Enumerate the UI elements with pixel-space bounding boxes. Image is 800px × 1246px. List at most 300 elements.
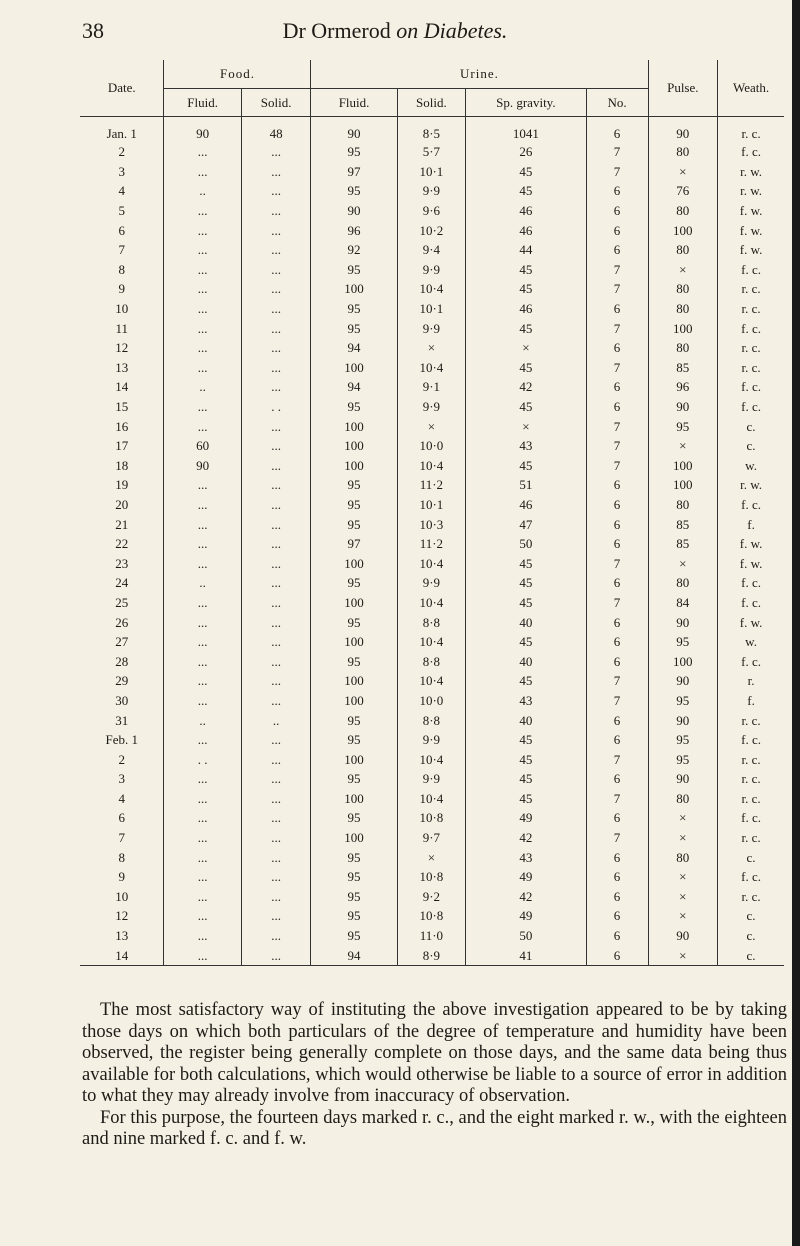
food-fluid-cell: ... <box>164 515 241 535</box>
no-cell: 6 <box>586 711 648 731</box>
food-solid-cell: ... <box>241 691 311 711</box>
date-cell: 21 <box>115 516 129 532</box>
no-cell: 7 <box>586 260 648 280</box>
urine-fluid-cell: 95 <box>311 652 397 672</box>
no-cell: 6 <box>586 221 648 241</box>
urine-fluid-cell: 100 <box>311 691 397 711</box>
date-cell: 16 <box>115 418 129 434</box>
pulse-cell: 80 <box>648 338 718 358</box>
weather-cell: c. <box>718 436 784 456</box>
date-cell: 18 <box>115 457 129 473</box>
no-cell: 6 <box>586 926 648 946</box>
food-fluid-cell: ... <box>164 319 241 339</box>
food-solid-cell: ... <box>241 534 311 554</box>
table-row <box>80 436 784 456</box>
weather-cell: f. c. <box>718 378 784 398</box>
sp-gravity-cell: 45 <box>466 574 586 594</box>
pulse-cell: 85 <box>648 515 718 535</box>
urine-fluid-cell: 95 <box>311 182 397 202</box>
weather-cell: f. w. <box>718 613 784 633</box>
food-solid-cell: ... <box>241 299 311 319</box>
sp-gravity-cell: 45 <box>466 280 586 300</box>
pulse-cell: 80 <box>648 789 718 809</box>
sp-gravity-cell: 45 <box>466 182 586 202</box>
sp-gravity-cell: 40 <box>466 652 586 672</box>
table-row <box>80 632 784 652</box>
no-cell: 6 <box>586 476 648 496</box>
food-solid-cell: ... <box>241 554 311 574</box>
food-fluid-cell: ... <box>164 907 241 927</box>
pulse-cell: 76 <box>648 182 718 202</box>
pulse-cell: 90 <box>648 117 718 143</box>
pulse-cell: 80 <box>648 299 718 319</box>
no-cell: 6 <box>586 299 648 319</box>
table-row <box>80 534 784 554</box>
sp-gravity-cell: 45 <box>466 456 586 476</box>
sp-gravity-cell: 46 <box>466 495 586 515</box>
pulse-cell: × <box>648 907 718 927</box>
urine-fluid-cell: 100 <box>311 750 397 770</box>
date-cell: 26 <box>115 614 129 630</box>
page-edge-bar <box>792 0 800 1246</box>
urine-solid-cell: 10·4 <box>397 456 466 476</box>
weather-cell: r. c. <box>718 299 784 319</box>
date-cell: 12 <box>115 340 129 356</box>
food-fluid-cell: ... <box>164 926 241 946</box>
food-solid-cell: ... <box>241 574 311 594</box>
table-row <box>80 495 784 515</box>
weather-cell: f. c. <box>718 319 784 339</box>
sp-gravity-cell: × <box>466 338 586 358</box>
food-solid-cell: ... <box>241 182 311 202</box>
urine-solid-cell: 10·0 <box>397 436 466 456</box>
weather-cell: f. w. <box>718 201 784 221</box>
diabetes-table <box>80 60 784 966</box>
food-solid-cell: ... <box>241 456 311 476</box>
food-fluid-cell: ... <box>164 593 241 613</box>
food-fluid-cell: ... <box>164 691 241 711</box>
pulse-cell: 100 <box>648 319 718 339</box>
weather-cell: f. c. <box>718 593 784 613</box>
header-pulse: Pulse. <box>648 60 718 117</box>
urine-fluid-cell: 95 <box>311 143 397 163</box>
urine-solid-cell: 10·1 <box>397 299 466 319</box>
food-fluid-cell: ... <box>164 809 241 829</box>
pulse-cell: 95 <box>648 730 718 750</box>
food-solid-cell: .. <box>241 711 311 731</box>
food-fluid-cell: ... <box>164 946 241 966</box>
table-row <box>80 299 784 319</box>
table-row <box>80 397 784 417</box>
urine-fluid-cell: 100 <box>311 554 397 574</box>
urine-fluid-cell: 95 <box>311 926 397 946</box>
weather-cell: r. c. <box>718 280 784 300</box>
table-row <box>80 221 784 241</box>
urine-solid-cell: 9·9 <box>397 182 466 202</box>
urine-fluid-cell: 94 <box>311 378 397 398</box>
no-cell: 6 <box>586 397 648 417</box>
urine-solid-cell: 9·7 <box>397 828 466 848</box>
no-cell: 7 <box>586 162 648 182</box>
urine-fluid-cell: 95 <box>311 495 397 515</box>
food-solid-cell: ... <box>241 828 311 848</box>
food-solid-cell: ... <box>241 632 311 652</box>
food-fluid-cell: ... <box>164 848 241 868</box>
urine-fluid-cell: 94 <box>311 338 397 358</box>
sp-gravity-cell: 46 <box>466 299 586 319</box>
header-urine-solid: Solid. <box>397 89 466 117</box>
sp-gravity-cell: 45 <box>466 593 586 613</box>
date-cell: 8 <box>118 261 125 277</box>
no-cell: 7 <box>586 143 648 163</box>
pulse-cell: 95 <box>648 750 718 770</box>
date-cell: Feb. 1 <box>105 732 138 748</box>
date-cell: 23 <box>115 555 129 571</box>
urine-fluid-cell: 95 <box>311 319 397 339</box>
urine-solid-cell: 5·7 <box>397 143 466 163</box>
sp-gravity-cell: 43 <box>466 691 586 711</box>
urine-solid-cell: 10·4 <box>397 593 466 613</box>
date-cell: 29 <box>115 673 129 689</box>
food-solid-cell: ... <box>241 809 311 829</box>
urine-solid-cell: 9·4 <box>397 240 466 260</box>
urine-fluid-cell: 95 <box>311 907 397 927</box>
no-cell: 6 <box>586 848 648 868</box>
weather-cell: r. w. <box>718 182 784 202</box>
weather-cell: r. <box>718 672 784 692</box>
urine-solid-cell: × <box>397 848 466 868</box>
pulse-cell: 80 <box>648 280 718 300</box>
urine-solid-cell: 10·4 <box>397 789 466 809</box>
urine-solid-cell: × <box>397 417 466 437</box>
weather-cell: r. c. <box>718 358 784 378</box>
food-fluid-cell: 60 <box>164 436 241 456</box>
pulse-cell: × <box>648 260 718 280</box>
header-urine-fluid: Fluid. <box>311 89 397 117</box>
pulse-cell: 85 <box>648 358 718 378</box>
sp-gravity-cell: 45 <box>466 632 586 652</box>
weather-cell: f. c. <box>718 652 784 672</box>
food-solid-cell: . . <box>241 397 311 417</box>
food-solid-cell: ... <box>241 593 311 613</box>
table-row <box>80 613 784 633</box>
pulse-cell: 84 <box>648 593 718 613</box>
page-header <box>0 18 790 50</box>
urine-fluid-cell: 97 <box>311 162 397 182</box>
pulse-cell: 100 <box>648 476 718 496</box>
urine-fluid-cell: 95 <box>311 574 397 594</box>
no-cell: 7 <box>586 456 648 476</box>
no-cell: 6 <box>586 515 648 535</box>
urine-solid-cell: 10·8 <box>397 867 466 887</box>
table-row <box>80 260 784 280</box>
urine-fluid-cell: 95 <box>311 476 397 496</box>
header-food: Food. <box>164 60 311 89</box>
pulse-cell: 95 <box>648 632 718 652</box>
table-row <box>80 554 784 574</box>
date-cell: 19 <box>115 477 129 493</box>
date-cell: 24 <box>115 575 129 591</box>
weather-cell: r. c. <box>718 750 784 770</box>
food-solid-cell: ... <box>241 770 311 790</box>
food-solid-cell: ... <box>241 260 311 280</box>
weather-cell: f. <box>718 515 784 535</box>
table-row <box>80 240 784 260</box>
food-solid-cell: ... <box>241 907 311 927</box>
urine-solid-cell: 11·2 <box>397 534 466 554</box>
sp-gravity-cell: 47 <box>466 515 586 535</box>
food-solid-cell: ... <box>241 417 311 437</box>
food-solid-cell: ... <box>241 436 311 456</box>
food-solid-cell: ... <box>241 672 311 692</box>
pulse-cell: 90 <box>648 770 718 790</box>
urine-fluid-cell: 95 <box>311 809 397 829</box>
urine-solid-cell: 8·8 <box>397 652 466 672</box>
no-cell: 7 <box>586 358 648 378</box>
urine-fluid-cell: 95 <box>311 397 397 417</box>
running-title-subject: Diabetes. <box>423 18 508 43</box>
urine-solid-cell: × <box>397 338 466 358</box>
urine-solid-cell: 10·4 <box>397 672 466 692</box>
date-cell: 10 <box>115 301 129 317</box>
urine-fluid-cell: 94 <box>311 946 397 966</box>
food-solid-cell: ... <box>241 867 311 887</box>
sp-gravity-cell: 45 <box>466 162 586 182</box>
running-title-author: Dr Ormerod <box>282 18 391 43</box>
pulse-cell: 95 <box>648 691 718 711</box>
data-table <box>80 60 784 966</box>
urine-solid-cell: 10·4 <box>397 358 466 378</box>
sp-gravity-cell: 50 <box>466 534 586 554</box>
no-cell: 6 <box>586 534 648 554</box>
sp-gravity-cell: 42 <box>466 828 586 848</box>
food-fluid-cell: ... <box>164 221 241 241</box>
food-solid-cell: ... <box>241 319 311 339</box>
urine-solid-cell: 10·4 <box>397 280 466 300</box>
no-cell: 7 <box>586 554 648 574</box>
table-row <box>80 593 784 613</box>
food-solid-cell: ... <box>241 515 311 535</box>
food-fluid-cell: .. <box>164 711 241 731</box>
table-row <box>80 867 784 887</box>
food-solid-cell: 48 <box>241 117 311 143</box>
pulse-cell: 100 <box>648 221 718 241</box>
date-cell: 8 <box>118 849 125 865</box>
header-food-fluid: Fluid. <box>164 89 241 117</box>
weather-cell: f. c. <box>718 495 784 515</box>
sp-gravity-cell: 40 <box>466 711 586 731</box>
no-cell: 6 <box>586 809 648 829</box>
urine-fluid-cell: 97 <box>311 534 397 554</box>
food-solid-cell: ... <box>241 887 311 907</box>
pulse-cell: × <box>648 887 718 907</box>
sp-gravity-cell: 46 <box>466 221 586 241</box>
food-solid-cell: ... <box>241 789 311 809</box>
food-fluid-cell: ... <box>164 730 241 750</box>
food-solid-cell: ... <box>241 221 311 241</box>
food-solid-cell: ... <box>241 495 311 515</box>
weather-cell: f. c. <box>718 397 784 417</box>
urine-fluid-cell: 95 <box>311 711 397 731</box>
food-fluid-cell: ... <box>164 358 241 378</box>
food-fluid-cell: 90 <box>164 456 241 476</box>
weather-cell: r. c. <box>718 828 784 848</box>
date-cell: 2 <box>118 144 125 160</box>
weather-cell: w. <box>718 632 784 652</box>
no-cell: 7 <box>586 691 648 711</box>
date-cell: 28 <box>115 653 129 669</box>
urine-solid-cell: 10·4 <box>397 554 466 574</box>
weather-cell: f. c. <box>718 143 784 163</box>
no-cell: 6 <box>586 652 648 672</box>
food-fluid-cell: .. <box>164 378 241 398</box>
urine-fluid-cell: 90 <box>311 117 397 143</box>
weather-cell: r. c. <box>718 887 784 907</box>
food-solid-cell: ... <box>241 280 311 300</box>
food-fluid-cell: ... <box>164 887 241 907</box>
paragraph-2: For this purpose, the fourteen days marked r. c., and the eight marked r. w., with the eighteen and nine marked f. c. and f. w. <box>82 1107 787 1149</box>
date-cell: 6 <box>118 810 125 826</box>
sp-gravity-cell: × <box>466 417 586 437</box>
urine-solid-cell: 9·9 <box>397 770 466 790</box>
urine-solid-cell: 10·2 <box>397 221 466 241</box>
header-food-solid: Solid. <box>241 89 311 117</box>
food-solid-cell: ... <box>241 730 311 750</box>
no-cell: 6 <box>586 182 648 202</box>
header-date: Date. <box>80 60 164 117</box>
no-cell: 6 <box>586 378 648 398</box>
urine-solid-cell: 10·3 <box>397 515 466 535</box>
pulse-cell: 80 <box>648 574 718 594</box>
weather-cell: f. w. <box>718 240 784 260</box>
sp-gravity-cell: 45 <box>466 260 586 280</box>
sp-gravity-cell: 46 <box>466 201 586 221</box>
date-cell: 4 <box>118 183 125 199</box>
food-fluid-cell: ... <box>164 534 241 554</box>
pulse-cell: × <box>648 436 718 456</box>
table-row <box>80 117 784 143</box>
food-solid-cell: ... <box>241 240 311 260</box>
table-row <box>80 280 784 300</box>
food-solid-cell: ... <box>241 162 311 182</box>
food-fluid-cell: ... <box>164 652 241 672</box>
running-title-on: on <box>396 18 419 43</box>
date-cell: 22 <box>115 536 129 552</box>
no-cell: 6 <box>586 495 648 515</box>
urine-fluid-cell: 100 <box>311 456 397 476</box>
weather-cell: r. c. <box>718 711 784 731</box>
pulse-cell: 96 <box>648 378 718 398</box>
table-row <box>80 907 784 927</box>
food-solid-cell: ... <box>241 378 311 398</box>
weather-cell: r. w. <box>718 476 784 496</box>
urine-fluid-cell: 100 <box>311 280 397 300</box>
table-row <box>80 378 784 398</box>
no-cell: 7 <box>586 672 648 692</box>
urine-solid-cell: 8·9 <box>397 946 466 966</box>
table-row <box>80 828 784 848</box>
no-cell: 7 <box>586 319 648 339</box>
urine-solid-cell: 11·2 <box>397 476 466 496</box>
weather-cell: c. <box>718 417 784 437</box>
table-row <box>80 338 784 358</box>
table-row <box>80 809 784 829</box>
no-cell: 6 <box>586 946 648 966</box>
date-cell: 6 <box>118 222 125 238</box>
urine-solid-cell: 10·0 <box>397 691 466 711</box>
pulse-cell: 85 <box>648 534 718 554</box>
pulse-cell: 80 <box>648 143 718 163</box>
pulse-cell: 95 <box>648 417 718 437</box>
food-fluid-cell: ... <box>164 338 241 358</box>
sp-gravity-cell: 41 <box>466 946 586 966</box>
no-cell: 6 <box>586 730 648 750</box>
weather-cell: f. w. <box>718 221 784 241</box>
food-solid-cell: ... <box>241 613 311 633</box>
sp-gravity-cell: 44 <box>466 240 586 260</box>
food-solid-cell: ... <box>241 201 311 221</box>
sp-gravity-cell: 45 <box>466 789 586 809</box>
sp-gravity-cell: 45 <box>466 358 586 378</box>
sp-gravity-cell: 1041 <box>466 117 586 143</box>
table-row <box>80 476 784 496</box>
urine-fluid-cell: 95 <box>311 613 397 633</box>
urine-fluid-cell: 95 <box>311 299 397 319</box>
table-row <box>80 652 784 672</box>
sp-gravity-cell: 45 <box>466 750 586 770</box>
food-fluid-cell: ... <box>164 770 241 790</box>
urine-fluid-cell: 100 <box>311 632 397 652</box>
date-cell: 20 <box>115 496 129 512</box>
date-cell: 2 <box>118 751 125 767</box>
pulse-cell: × <box>648 867 718 887</box>
sp-gravity-cell: 49 <box>466 867 586 887</box>
urine-solid-cell: 11·0 <box>397 926 466 946</box>
food-fluid-cell: ... <box>164 162 241 182</box>
food-fluid-cell: ... <box>164 299 241 319</box>
weather-cell: c. <box>718 946 784 966</box>
sp-gravity-cell: 40 <box>466 613 586 633</box>
no-cell: 6 <box>586 770 648 790</box>
table-row <box>80 887 784 907</box>
urine-fluid-cell: 100 <box>311 828 397 848</box>
weather-cell: f. c. <box>718 809 784 829</box>
food-fluid-cell: ... <box>164 789 241 809</box>
table-row <box>80 691 784 711</box>
no-cell: 7 <box>586 828 648 848</box>
sp-gravity-cell: 42 <box>466 887 586 907</box>
sp-gravity-cell: 49 <box>466 907 586 927</box>
food-solid-cell: ... <box>241 946 311 966</box>
food-fluid-cell: . . <box>164 750 241 770</box>
no-cell: 6 <box>586 632 648 652</box>
no-cell: 7 <box>586 750 648 770</box>
pulse-cell: × <box>648 162 718 182</box>
sp-gravity-cell: 26 <box>466 143 586 163</box>
date-cell: 7 <box>118 830 125 846</box>
urine-solid-cell: 10·8 <box>397 809 466 829</box>
table-row <box>80 201 784 221</box>
table-row <box>80 711 784 731</box>
pulse-cell: × <box>648 946 718 966</box>
table-row <box>80 358 784 378</box>
pulse-cell: × <box>648 828 718 848</box>
urine-fluid-cell: 100 <box>311 593 397 613</box>
pulse-cell: 80 <box>648 848 718 868</box>
weather-cell: f. w. <box>718 534 784 554</box>
weather-cell: f. c. <box>718 574 784 594</box>
date-cell: 12 <box>115 908 129 924</box>
